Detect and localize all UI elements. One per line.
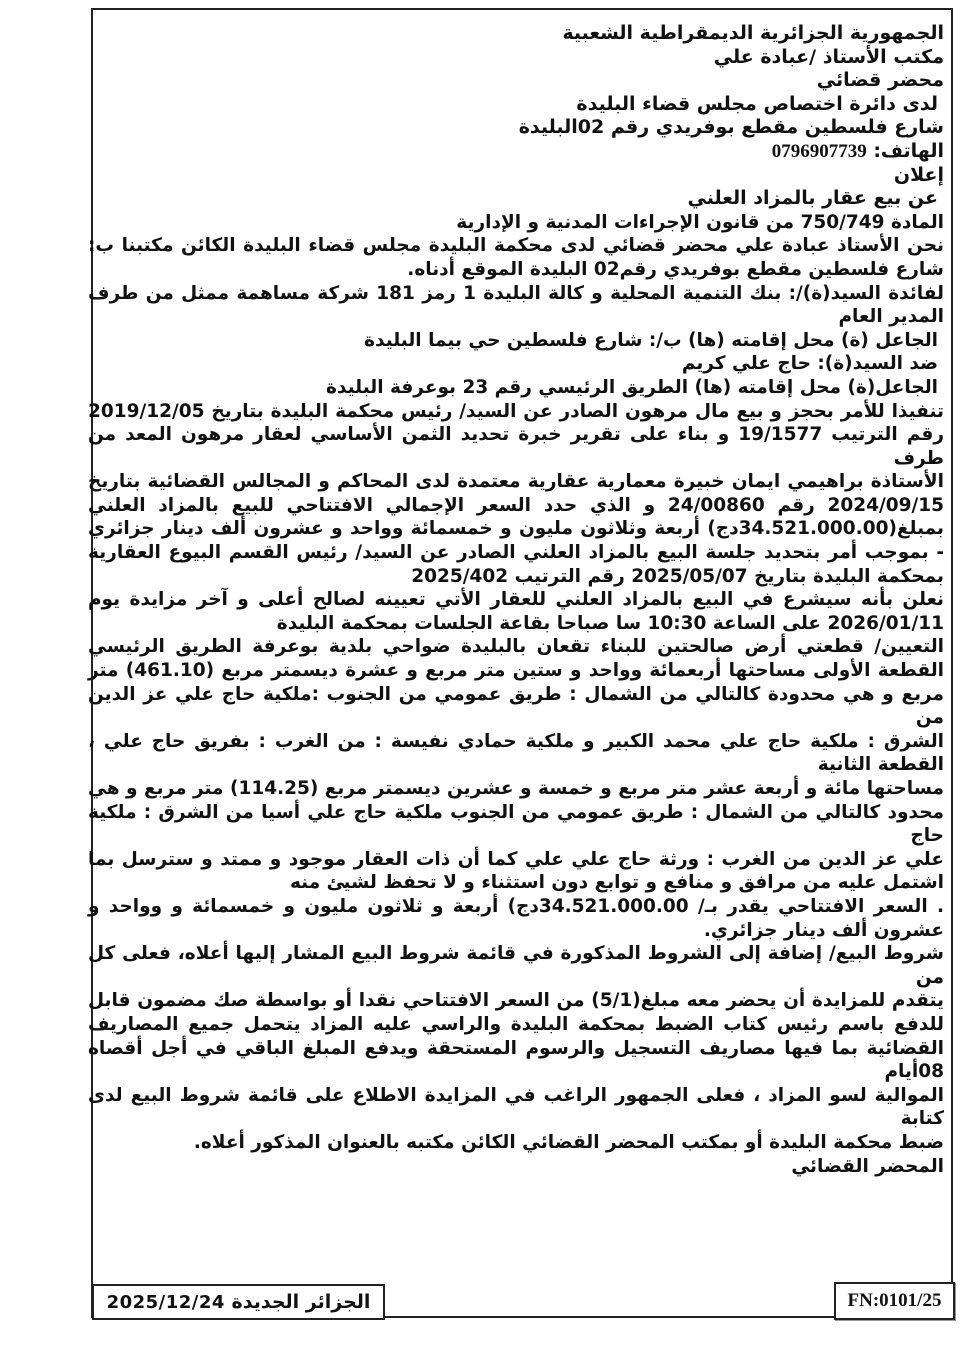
- notice-article: المادة 750/749 من قانون الإجراءات المدنية و الإدارية: [456, 211, 944, 233]
- body-line: اشتمل عليه من مرافق و منافع و توابع دون استثناء و لا تحفظ لشيئ منه: [289, 872, 944, 894]
- body-line: نحن الأستاذ عبادة علي محضر قضائي لدى محكمة البليدة مجلس قضاء البليدة الكائن مكتبنا ب:: [88, 235, 944, 257]
- body-line: نعلن بأنه سيشرع في البيع بالمزاد العلني للعقار الأتي تعيينه لصالح أعلى و آخر مزايدة يوم: [88, 589, 944, 611]
- reference-box: [834, 1282, 955, 1320]
- notice-title: إعلان: [893, 163, 944, 186]
- phone-number[interactable]: 0796907739: [771, 140, 867, 162]
- body-line: شارع فلسطين مقطع بوفريدي رقم02 البليدة الموقع أدناه.: [407, 258, 944, 280]
- office-role: محضر قضائي: [816, 69, 944, 92]
- body-line: لفائدة السيد(ة)/: بنك التنمية المحلية و كالة البليدة 1 رمز 181 شركة مساهمة ممثل من طرف: [88, 282, 944, 304]
- body-line: ضد السيد(ة): حاج علي كريم: [681, 353, 938, 375]
- body-line: الجاعل (ة) محل إقامته (ها) ب/: شارع فلسطين حي بيما البليدة: [364, 329, 938, 351]
- body-line: بمبلغ(34.521.000.00دج) أربعة وثلاثون مليون و خمسمائة وواحد و عشرون ألف دينار جزائري: [88, 518, 944, 540]
- office-name: مكتب الأستاذ /عبادة علي: [713, 45, 944, 68]
- body-line: يتقدم للمزايدة أن يحضر معه مبلغ(5/1) من السعر الافتتاحي نقدا أو بواسطة صك مضمون قابل: [88, 990, 944, 1012]
- body-line: - بموجب أمر بتحديد جلسة البيع بالمزاد العلني الصادر عن السيد/ رئيس القسم البيوع العقارية: [88, 542, 944, 564]
- publication-box: [92, 1284, 385, 1320]
- body-line: 2024/09/15 رقم 24/00860 و الذي حدد السعر الإجمالي الافتتاحي للبيع بالمزاد العلني: [88, 494, 945, 516]
- body-line: رقم الترتيب 19/1577 و بناء على تقرير خبرة تحديد الثمن الأساسي لعقار مرهون المعد من طرف: [88, 424, 944, 469]
- body-line: الموالية لسو المزاد ، فعلى الجمهور الراغب في المزايدة الاطلاع على قائمة شروط البيع لدى كتابة: [88, 1084, 944, 1130]
- reference-number: FN:0101/25: [847, 1290, 942, 1311]
- publication-date: 2025/12/24: [106, 1291, 225, 1313]
- country-heading: الجمهورية الجزائرية الديمقراطية الشعبية: [562, 22, 944, 44]
- notice-subject: عن بيع عقار بالمزاد العلني: [687, 187, 938, 210]
- body-line: للدفع باسم رئيس كتاب الضبط بمحكمة البليدة والراسي عليه المزاد يتحمل جميع المصاريف: [88, 1013, 944, 1035]
- newspaper-name: الجزائر الجديدة: [231, 1291, 371, 1313]
- body-line: بمحكمة البليدة بتاريخ 2025/05/07 رقم الترتيب 2025/402: [411, 565, 944, 587]
- body-line: محدود كالتالي من الشمال : طريق عمومي من الجنوب ملكية حاج علي أسيا من الشرق : ملكية حاج: [88, 801, 944, 847]
- body-line: 2026/01/11 على الساعة 10:30 سا صباحا بقاعة الجلسات بمحكمة البليدة: [276, 612, 944, 634]
- body-line: التعيين/ قطعتي أرض صالحتين للبناء تقعان بالبليدة ضواحي بلدية بوعرفة الطريق الرئيسي: [88, 636, 944, 658]
- body-line: عشرون ألف دينار جزائري.: [703, 919, 944, 941]
- phone-label: الهاتف:: [873, 139, 944, 162]
- body-line: مساحتها مائة و أربعة عشر متر مربع و خمسة و عشرين ديسمتر مربع (114.25) متر مربع و هي: [88, 778, 944, 799]
- office-phone: [88, 140, 944, 164]
- body-line: القطعة الأولى مساحتها أربعمائة وواحد و ستين متر مربع و عشرة ديسمتر مربع (461.10) متر: [88, 660, 944, 682]
- signature-line: المحضر القضائي: [791, 1155, 944, 1177]
- body-line: الأستاذة براهيمي ايمان خبيرة معمارية عقارية معتمدة لدى المحاكم و المجالس القضائية بتاريخ: [88, 471, 944, 493]
- body-line: القطعة الثانية: [817, 754, 944, 776]
- body-line: تنفيذا للأمر بحجز و بيع مال مرهون الصادر عن السيد/ رئيس محكمة البليدة بتاريخ 2019/12/05: [88, 400, 944, 422]
- body-line: المدير العام: [838, 306, 944, 328]
- body-line: الجاعل(ة) محل إقامته (ها) الطريق الرئيسي رقم 23 بوعرفة البليدة: [325, 376, 938, 398]
- office-jurisdiction: لدى دائرة اختصاص مجلس قضاء البليدة: [576, 92, 938, 115]
- body-line: . السعر الافتتاحي يقدر بـ/ 34.521.000.00دج) أربعة و ثلاثون مليون و خمسمائة و وواحد و: [88, 895, 944, 917]
- body-line: ضبط محكمة البليدة أو بمكتب المحضر القضائي الكائن مكتبه بالعنوان المذكور أعلاه.: [193, 1131, 944, 1153]
- body-line: القضائية بما فيها مصاريف التسجيل والرسوم المستحقة ويدفع المبلغ الباقي في أجل أقصاه 08أيام: [88, 1037, 944, 1083]
- notice-content: [88, 22, 944, 1178]
- body-line: علي عز الدين من الغرب : ورثة حاج علي علي كما أن ذات العقار موجود و ممتد و سترسل بما: [88, 848, 944, 870]
- body-line: شروط البيع/ إضافة إلى الشروط المذكورة في قائمة شروط البيع المشار إليها أعلاه، فعلى كل من: [88, 943, 944, 988]
- body-line: الشرق : ملكية حاج علي محمد الكبير و ملكية حمادي نفيسة : من الغرب : بفريق حاج علي ،: [88, 730, 944, 752]
- office-address: شارع فلسطين مقطع بوفريدي رقم 02البليدة: [518, 116, 944, 139]
- body-line: مربع و هي محدودة كالتالي من الشمال : طريق عمومي من الجنوب :ملكية حاج علي عز الدين من: [88, 683, 944, 729]
